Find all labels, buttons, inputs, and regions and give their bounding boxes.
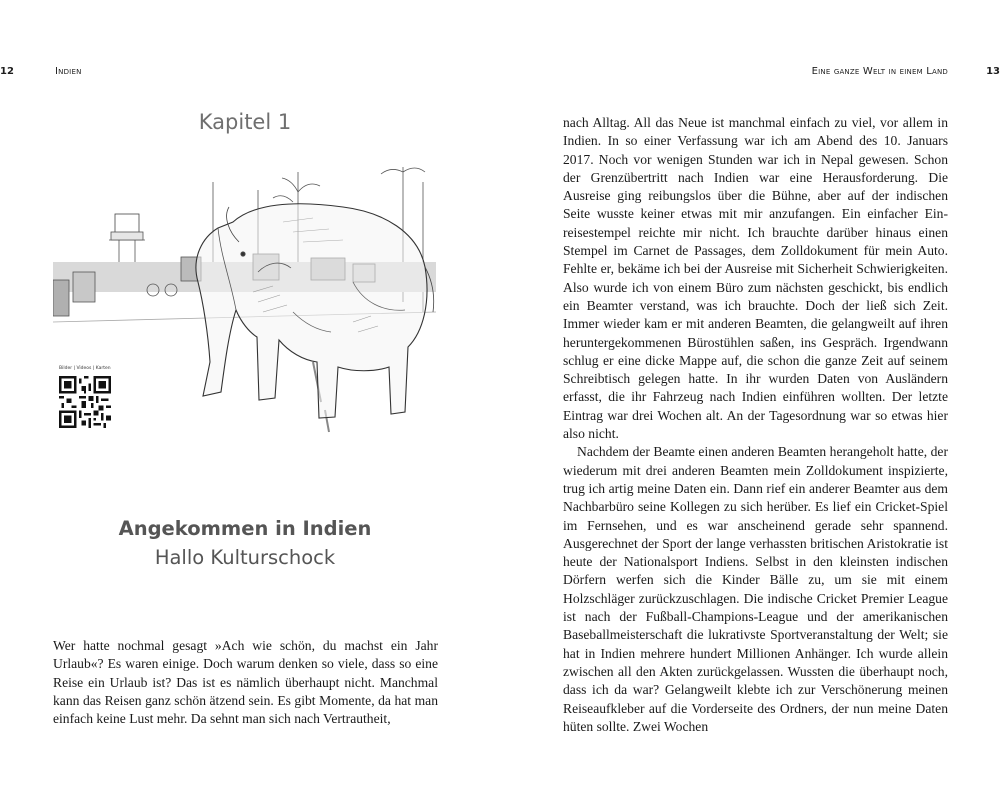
left-body-text	[53, 637, 438, 728]
right-running-head: Eine ganze Welt in einem Land	[811, 66, 948, 77]
chapter-subtitle: Hallo Kulturschock	[154, 546, 336, 569]
chapter-label: Kapitel 1	[198, 110, 292, 134]
right-body-text	[563, 114, 948, 736]
qr-code-label: Bilder | Videos | Karten	[59, 366, 111, 371]
left-paragraph: Wer hatte nochmal gesagt »Ach wie schön, du machst ein Jahr Urlaub«? Es waren einige. Doch warum denken so viele, dass so eine Reise ein Urlaub ist? Das ist es nämlich überhaupt nicht. Manchmal kann das Reisen ganz schön ätzend sein. Es gibt Momente, da hat man einfach keine Lust mehr. Da sehnt man sich nach Vertrautheit,	[53, 638, 438, 727]
left-page-number: 12	[0, 66, 14, 77]
qr-code[interactable]	[59, 376, 111, 428]
right-paragraph-2: Nachdem der Beamte einen anderen Beamten herangeholt hatte, der wiederum mit drei anderen Beamten mein Zolldokument inspizierte, trug ich artig meine Daten ein. Dann rief ein anderer Beamter aus dem Nachbarbüro seine Kollegen zu sich herüber. Es lief ein Cricket-Spiel im Fernsehen, und es war anscheinend gerade sehr spannend. Ausgerechnet der Sport der lange verhassten britischen Aristokratie ist heute der Nationalsport Indiens. Selbst in den kleinsten indischen Dörfern werfen sich die Kinder Bälle zu, um sie mit einem Holzschläger zurückzuschlagen. Die indische Cricket Premier League ist nach der Fußball-Champions-League und der amerikanischen Baseballmeisterschaft die lukrativste Sportveranstaltung der Welt; sie hat in Indien mehrere hundert Millionen Anhänger. Ich wurde allein zwischen all den Akten zurückgelassen. Wussten die überhaupt noch, dass ich da war? Gelangweilt klebte ich zur Verschönerung meinen Reiseaufkleber auf die Vorderseite des Ordners, der nun meine Daten hüten sollte. Zwei Wochen	[563, 444, 948, 734]
right-paragraph-1: nach Alltag. All das Neue ist manchmal einfach zu viel, vor allem in Indien. In so einer Verfassung war ich am Abend des 10. Januars 2017. Noch vor wenigen Stunden war ich in Nepal gewesen. Schon der Grenzübertritt nach Indien war eine Herausforderung. Die Ausreise ging reibungslos über die Bühne, aber auf der indischen Seite wusste keiner etwas mit mir anzufangen. Ein einfacher Einreisestempel reichte mir nicht. Ich brauchte darüber hinaus einen Stempel im Carnet de Passages, dem Zolldokument für mein Auto. Fehlte er, bekäme ich bei der Ausreise mit Sicherheit Schwierigkeiten. Also wurde ich von einem Büro zum nächsten geschickt, bis endlich ein Beamter verstand, was ich brauchte. Doch der ließ sich Zeit. Immer wieder kam er mit anderen Beamten, die gelangweilt auf ihren heruntergekommenen Bürostühlen saßen, ins Gespräch. Irgendwann schlug er eine dicke Mappe auf, die schon die ganze Zeit auf seinem Schreibtisch gelegen hatte. In ihr wurden Daten von Ausländern erfasst, die ihr Fahrzeug nach Indien einführen wollten. Der letzte Eintrag war drei Wochen alt. An der Tagesordnung war so etwas hier also nicht.	[563, 115, 948, 442]
right-page-number: 13	[986, 66, 1000, 77]
left-running-head: Indien	[55, 66, 82, 77]
chapter-title: Angekommen in Indien	[118, 517, 372, 540]
